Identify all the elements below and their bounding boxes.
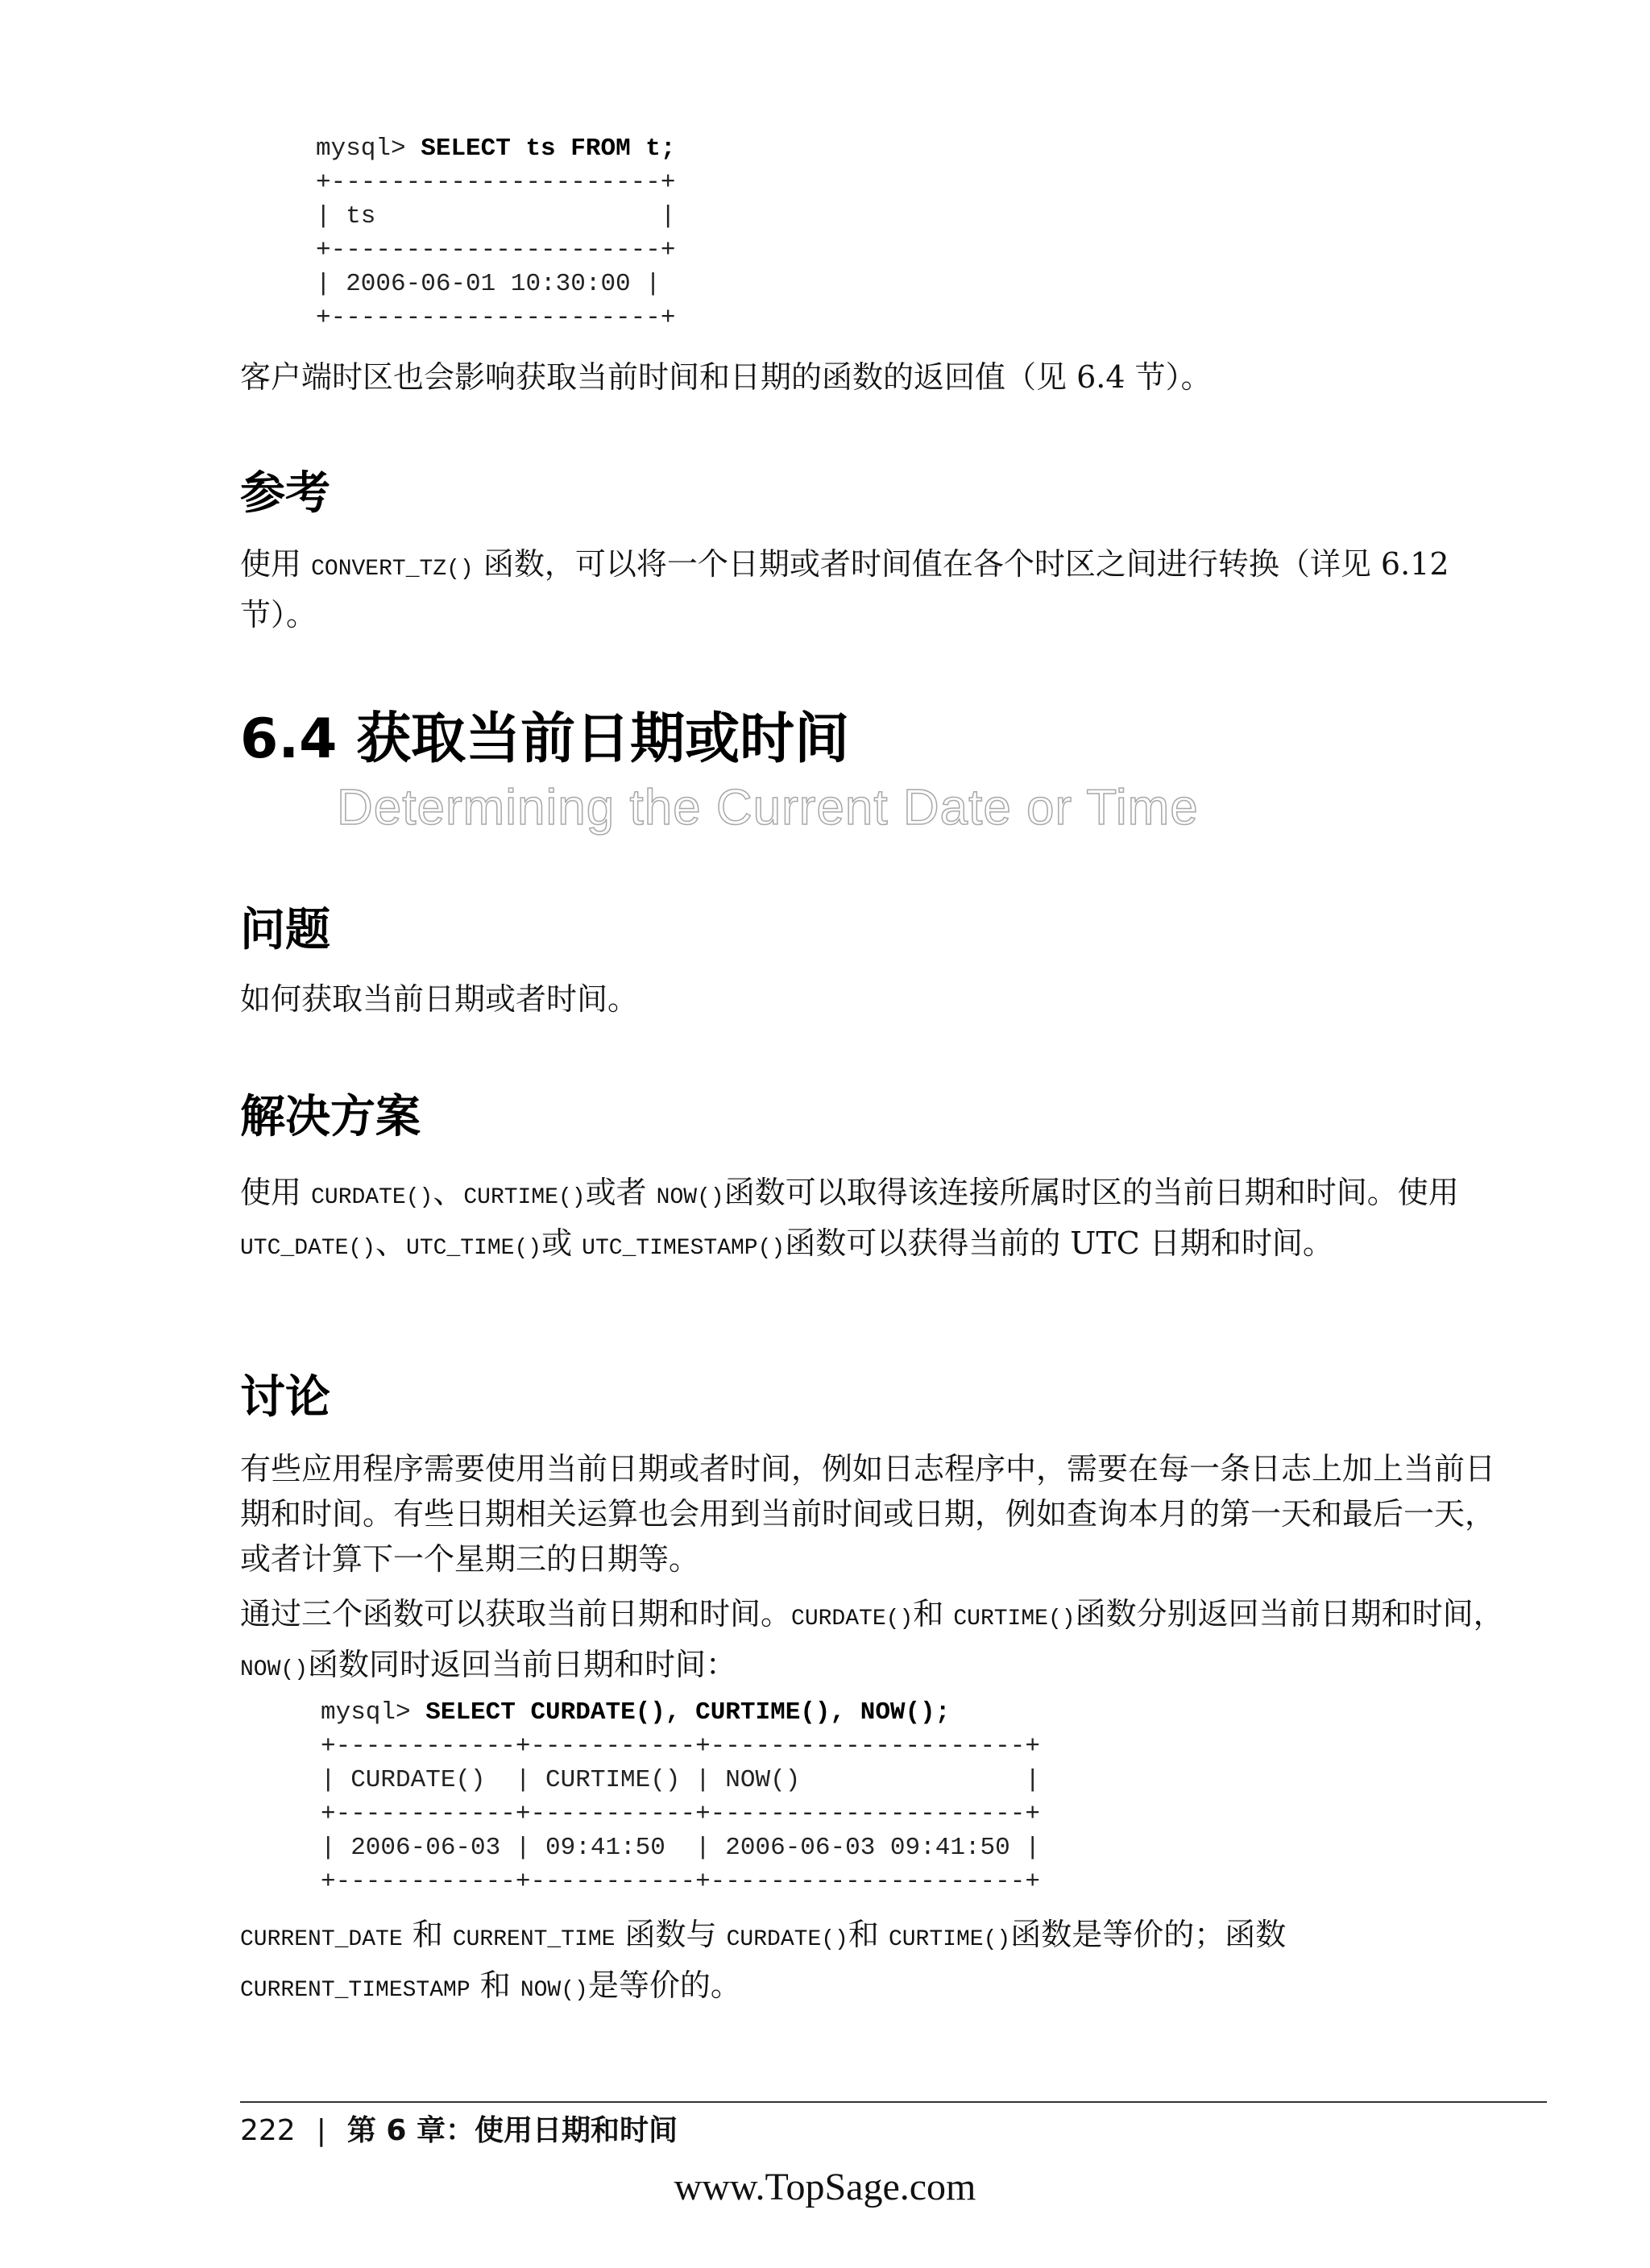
page-footer (240, 2111, 678, 2151)
text-run: 函数可以获得当前的 UTC 日期和时间。 (785, 1225, 1333, 1261)
inline-code: UTC_DATE() (240, 1236, 376, 1261)
text-run: 函数与 (615, 1917, 727, 1952)
inline-code: CURRENT_TIMESTAMP (240, 1978, 471, 2003)
text-run: 函数，可以将一个日期或者时间值在各个时区之间进行转换（详见 6.12 节）。 (240, 546, 1449, 632)
code-line: | CURDATE() | CURTIME() | NOW() | (321, 1766, 1040, 1794)
code-line: +------------+-----------+---------------------+ (321, 1868, 1040, 1896)
code-command: SELECT CURDATE(), CURTIME(), NOW(); (425, 1698, 951, 1727)
heading-solution: 解决方案 (240, 1091, 421, 1143)
code-prompt: mysql> (316, 135, 421, 163)
inline-code: CONVERT_TZ() (311, 557, 474, 582)
text-run: 函数是等价的；函数 (1010, 1917, 1287, 1952)
inline-code: CURTIME() (953, 1607, 1076, 1632)
code-prompt: mysql> (321, 1698, 426, 1727)
text-run: 和 (402, 1917, 453, 1952)
watermark-url: www.TopSage.com (674, 2166, 976, 2208)
paragraph-discussion-2 (240, 1591, 1513, 1693)
inline-code: CURDATE() (726, 1927, 848, 1952)
text-run: 、 (433, 1175, 464, 1210)
heading-problem: 问题 (240, 904, 330, 956)
footer-divider (240, 2101, 1547, 2103)
text-run: 函数可以取得该连接所属时区的当前日期和时间。使用 (723, 1175, 1459, 1210)
section-title: 6.4 获取当前日期或时间 (240, 707, 850, 771)
code-line: +------------+-----------+---------------------+ (321, 1732, 1040, 1760)
heading-see-also: 参考 (240, 467, 330, 520)
code-line: +------------+-----------+---------------------+ (321, 1800, 1040, 1828)
inline-code: CURDATE() (791, 1607, 914, 1632)
text-run: 和 (470, 1967, 520, 2003)
inline-code: CURTIME() (463, 1185, 586, 1210)
code-block-select-ts (316, 132, 676, 335)
text-run: 是等价的。 (587, 1967, 741, 2003)
code-block-select-curdate (321, 1696, 1040, 1899)
text-run: 使用 (240, 546, 312, 582)
text-run: 和 (848, 1917, 889, 1952)
page-number: 222 (240, 2114, 296, 2147)
footer-separator: | (316, 2114, 326, 2147)
inline-code: UTC_TIMESTAMP() (582, 1236, 786, 1261)
inline-code: NOW() (240, 1657, 309, 1682)
chapter-title: 第 6 章：使用日期和时间 (346, 2114, 678, 2147)
text-run: 和 (913, 1596, 954, 1632)
code-command-line (321, 1698, 950, 1727)
inline-code: CURRENT_DATE (240, 1927, 403, 1952)
inline-code: NOW() (656, 1185, 724, 1210)
inline-code: NOW() (520, 1978, 588, 2003)
code-command-line (316, 135, 676, 163)
paragraph-equivalence (240, 1912, 1513, 2013)
code-command: SELECT ts FROM t; (421, 135, 676, 163)
code-line: | 2006-06-03 | 09:41:50 | 2006-06-03 09:41:50 | (321, 1834, 1040, 1862)
paragraph-timezone: 客户端时区也会影响获取当前时间和日期的函数的返回值（见 6.4 节）。 (240, 359, 1212, 395)
inline-code: CURRENT_TIME (452, 1927, 616, 1952)
section-subtitle: Determining the Current Date or Time (337, 780, 1199, 835)
code-line: | ts | (316, 202, 676, 230)
text-run: 或 (541, 1225, 582, 1261)
paragraph-discussion-1: 有些应用程序需要使用当前日期或者时间，例如日志程序中，需要在每一条日志上加上当前日期和时间。有些日期相关运算也会用到当前时间或日期，例如查询本月的第一天和最后一天，或者计算下一个星期三的日期等。 (240, 1451, 1496, 1577)
code-line: +----------------------+ (316, 168, 676, 197)
code-line: +----------------------+ (316, 304, 676, 332)
text-run: 使用 (240, 1175, 312, 1210)
text-run: 函数分别返回当前日期和时间， (1075, 1596, 1504, 1632)
heading-discussion: 讨论 (240, 1371, 330, 1424)
inline-code: CURTIME() (888, 1927, 1011, 1952)
code-line: | 2006-06-01 10:30:00 | (316, 270, 661, 298)
inline-code: CURDATE() (311, 1185, 433, 1210)
paragraph-solution (240, 1170, 1513, 1271)
text-run: 、 (375, 1225, 407, 1261)
text-run: 通过三个函数可以获取当前日期和时间。 (240, 1596, 792, 1632)
text-run: 或者 (585, 1175, 657, 1210)
code-line: +----------------------+ (316, 236, 676, 264)
text-run: 函数同时返回当前日期和时间： (308, 1647, 737, 1682)
paragraph-problem: 如何获取当前日期或者时间。 (240, 981, 639, 1017)
paragraph-see-also (240, 541, 1513, 637)
inline-code: UTC_TIME() (406, 1236, 542, 1261)
